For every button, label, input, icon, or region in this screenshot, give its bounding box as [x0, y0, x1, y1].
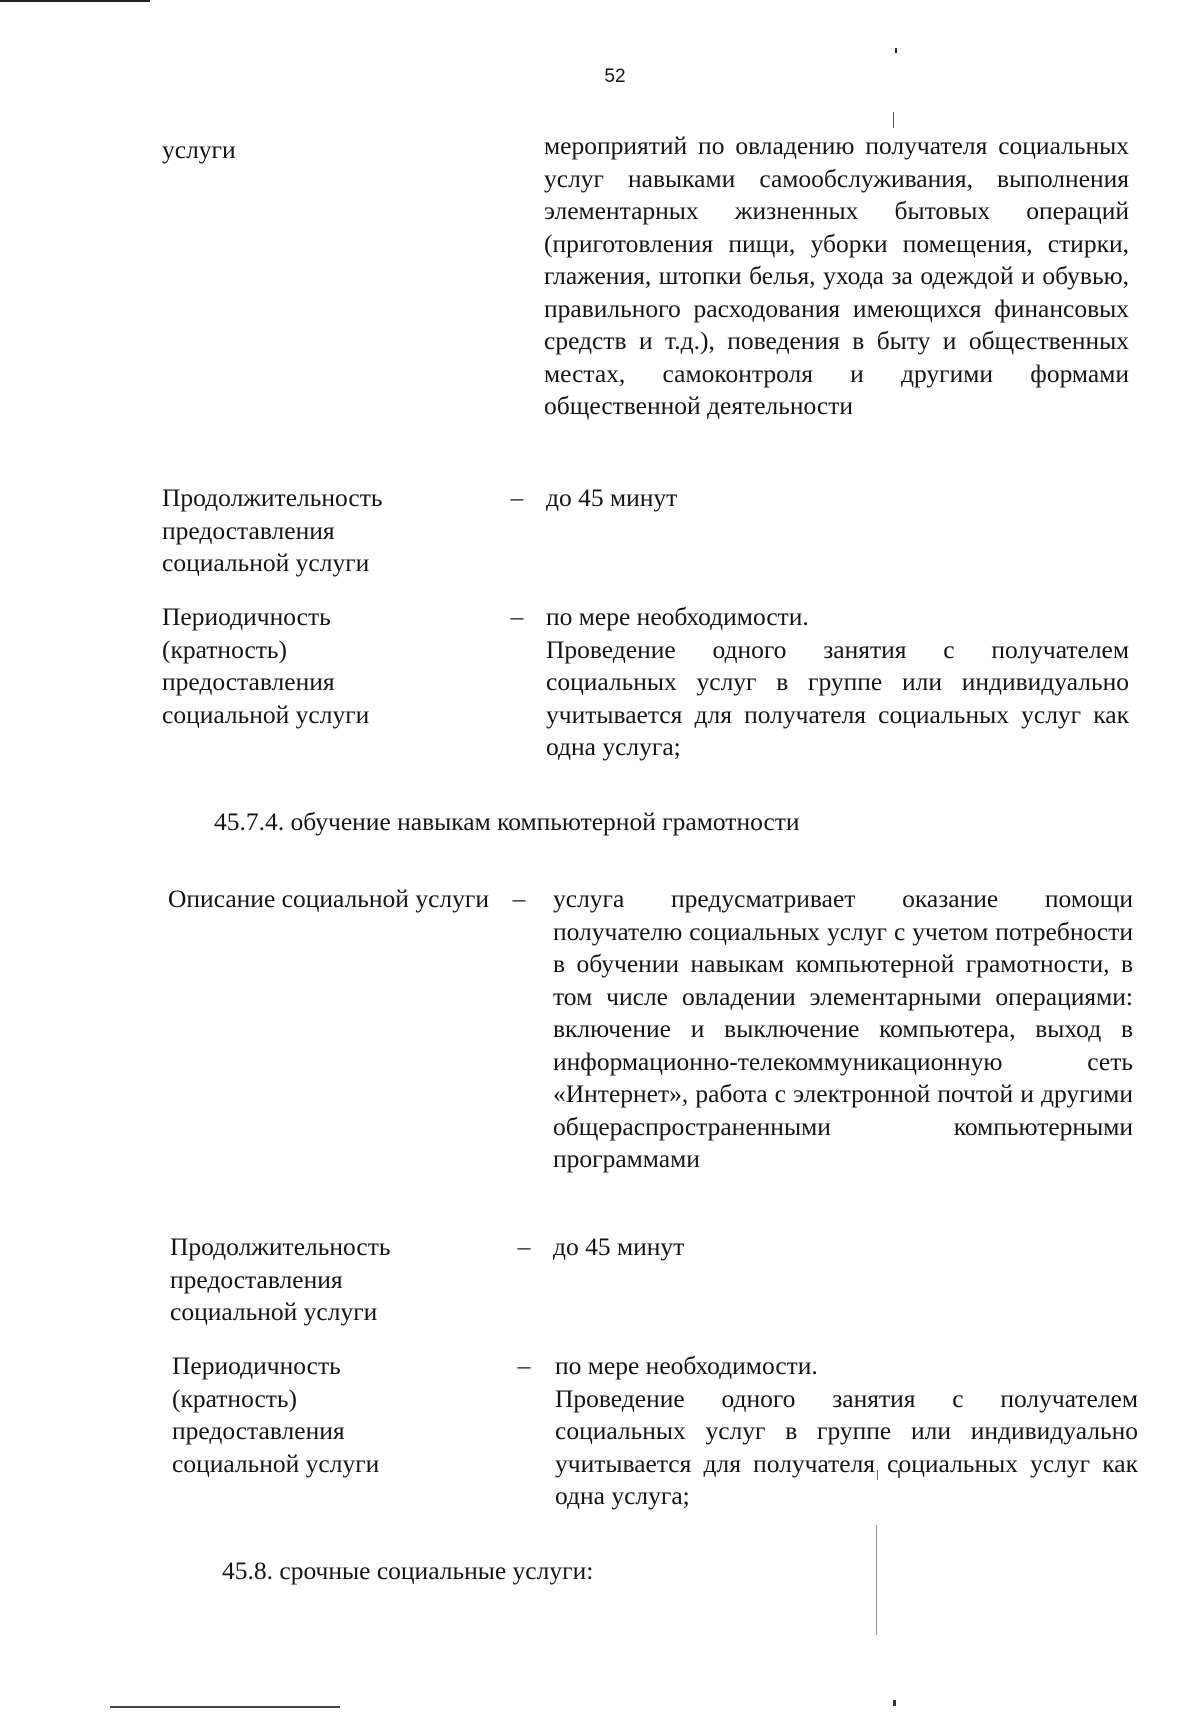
periodicity-label: Периодичность (кратность) предоставления социальной услуги [172, 1351, 380, 1478]
scan-edge-mark-top-left [0, 0, 150, 2]
page-number: 52 [604, 66, 626, 87]
periodicity-note: Проведение одного занятия с получателем социальных услуг в группе или индивидуально учитывается для получателя социальных услуг как одна услуга; [555, 1383, 1138, 1510]
service-description-text: мероприятий по овладению получателя социальных услуг навыками самообслуживания, выполнения элементарных жизненных бытовых операций (приготовления пищи, уборки помещения, стирки, глажения, штопки белья, ухода за одеждой и обувью, правильного расходования имеющихся финансовых средств и т.д.), поведения в быту и общественных местах, самоконтроля и другими формами общественной деятельности [544, 131, 1129, 420]
scan-speck-bottom-right [893, 1700, 896, 1706]
dash-separator: – [510, 483, 524, 512]
service-description-label: Описание социальной услуги [168, 884, 489, 913]
periodicity-value [555, 1350, 1138, 1513]
periodicity-frequency: по мере необходимости. [546, 602, 809, 631]
duration-value: до 45 минут [546, 483, 678, 512]
scan-edge-mark-bottom-left [110, 1706, 340, 1708]
scan-speck-right-3 [876, 1525, 877, 1635]
scan-speck-top-right [895, 48, 897, 53]
duration-label: Продолжительность предоставления социальной услуги [162, 483, 383, 577]
dash-separator: – [517, 1232, 531, 1261]
periodicity-frequency: по мере необходимости. [555, 1351, 818, 1380]
scan-speck-right-1 [893, 112, 894, 128]
duration-value: до 45 минут [553, 1232, 685, 1261]
section-heading-45-7-4: 45.7.4. обучение навыкам компьютерной грамотности [214, 807, 800, 836]
section-heading-45-8: 45.8. срочные социальные услуги: [222, 1556, 594, 1585]
service-description-text: услуга предусматривает оказание помощи получателю социальных услуг с учетом потребности в обучении навыкам компьютерной грамотности, в том числе овладении элементарными операциями: включение и выключение компьютера, выход в информационно-телекоммуникационную сеть «Интернет», работа с электронной почтой и другими общераспространенными компьютерными программами [553, 884, 1133, 1173]
dash-separator: – [517, 1351, 531, 1380]
periodicity-label: Периодичность (кратность) предоставления социальной услуги [162, 602, 370, 729]
periodicity-value [546, 601, 1129, 764]
dash-separator: – [510, 602, 524, 631]
dash-separator: – [512, 884, 526, 913]
service-label: услуги [162, 135, 236, 164]
periodicity-note: Проведение одного занятия с получателем социальных услуг в группе или индивидуально учитывается для получателя социальных услуг как одна услуга; [546, 634, 1129, 761]
duration-label: Продолжительность предоставления социальной услуги [170, 1232, 391, 1326]
